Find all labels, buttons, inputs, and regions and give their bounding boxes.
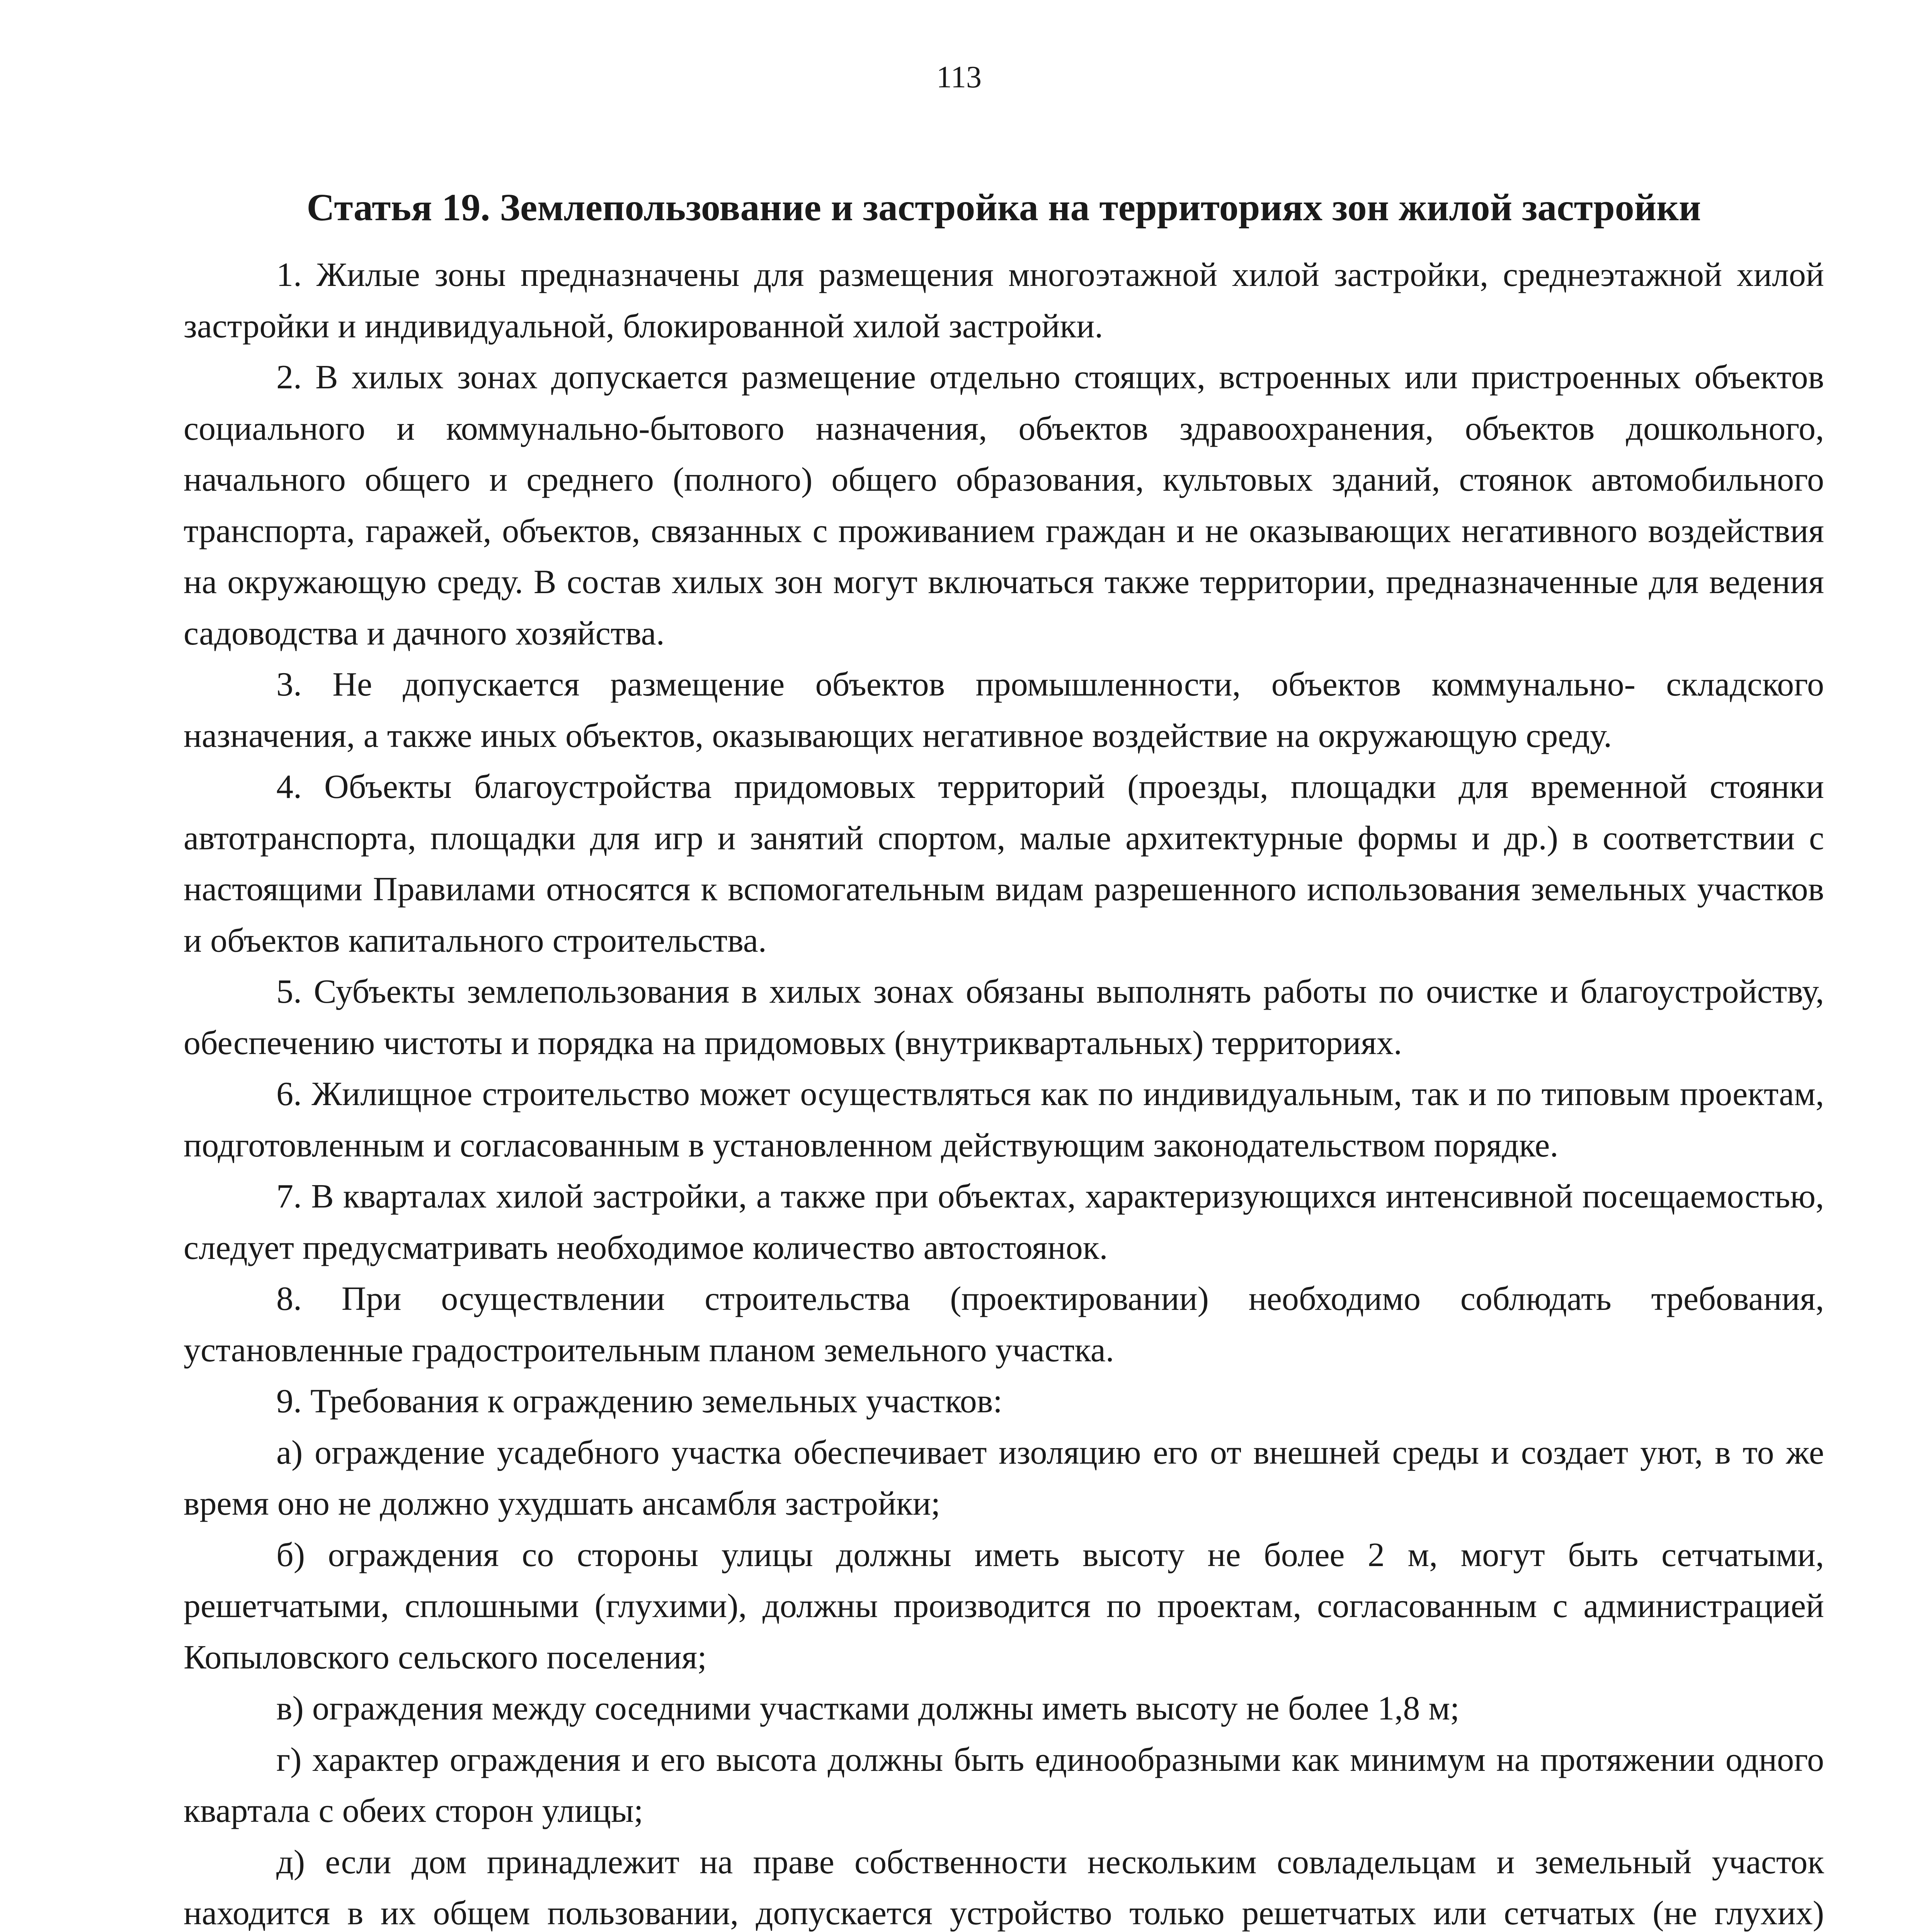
article-19-paragraph-2: 2. В хилых зонах допускается размещение отдельно стоящих, встроенных или пристроенных объектов социального и коммунально-бытового назначения, объектов здравоохранения, объектов дошкольного, начального общего и среднего (полного) общего образования, культовых зданий, стоянок автомобильного транспорта, гаражей, объектов, связанных с проживанием граждан и не оказывающих негативного воздействия на окружающую среду. В состав хилых зон могут включаться также территории, предназначенные для ведения садоводства и дачного хозяйства.: [184, 359, 1824, 652]
article-19-paragraph-6: 6. Жилищное строительство может осуществляться как по индивидуальным, так и по типовым проектам, подготовленным и согласованным в установленном действующим законодательством порядке.: [184, 1075, 1824, 1164]
article-19-item-b: б) ограждения со стороны улицы должны иметь высоту не более 2 м, могут быть сетчатыми, решетчатыми, сплошными (глухими), должны производится по проектам, согласованным с администрацией Копыловского сельского поселения;: [184, 1536, 1824, 1676]
article-19-item-a: а) ограждение усадебного участка обеспечивает изоляцию его от внешней среды и создает уют, в то же время оно не должно ухудшать ансамбля застройки;: [184, 1434, 1824, 1522]
page-number: 113: [936, 60, 982, 94]
article-19-paragraph-9: 9. Требования к ограждению земельных участков:: [276, 1383, 1002, 1420]
article-19-paragraph-4: 4. Объекты благоустройства придомовых территорий (проезды, площадки для временной стоянки автотранспорта, площадки для игр и занятий спортом, малые архитектурные формы и др.) в соответствии с настоящими Правилами относятся к вспомогательным видам разрешенного использования земельных участков и объектов капитального строительства.: [184, 768, 1824, 959]
article-19-paragraph-7: 7. В кварталах хилой застройки, а также при объектах, характеризующихся интенсивной посещаемостью, следует предусматривать необходимое количество автостоянок.: [184, 1178, 1824, 1267]
article-19-paragraph-1: 1. Жилые зоны предназначены для размещения многоэтажной хилой застройки, среднеэтажной хилой застройки и индивидуальной, блокированной хилой застройки.: [184, 256, 1824, 345]
page-content: [184, 182, 1824, 1932]
article-19-item-g: г) характер ограждения и его высота должны быть единообразными как минимум на протяжении одного квартала с обеих сторон улицы;: [184, 1741, 1824, 1830]
article-19-title: Статья 19. Землепользование и застройка на территориях зон жилой застройки: [306, 186, 1701, 229]
article-19-paragraph-5: 5. Субъекты землепользования в хилых зонах обязаны выполнять работы по очистке и благоустройству, обеспечению чистоты и порядка на придомовых (внутриквартальных) территориях.: [184, 973, 1824, 1062]
article-19-item-v: в) ограждения между соседними участками должны иметь высоту не более 1,8 м;: [276, 1690, 1460, 1727]
article-19-paragraph-8: 8. При осуществлении строительства (проектировании) необходимо соблюдать требования, установленные градостроительным планом земельного участка.: [184, 1280, 1824, 1369]
article-19-item-d: д) если дом принадлежит на праве собственности нескольким совладельцам и земельный участок находится в их общем пользовании, допускается устройство только решетчатых или сетчатых (не глухих): [184, 1843, 1824, 1932]
article-19-body: [184, 250, 1824, 1932]
article-19-paragraph-3: 3. Не допускается размещение объектов промышленности, объектов коммунально- складского назначения, а также иных объектов, оказывающих негативное воздействие на окружающую среду.: [184, 666, 1824, 755]
